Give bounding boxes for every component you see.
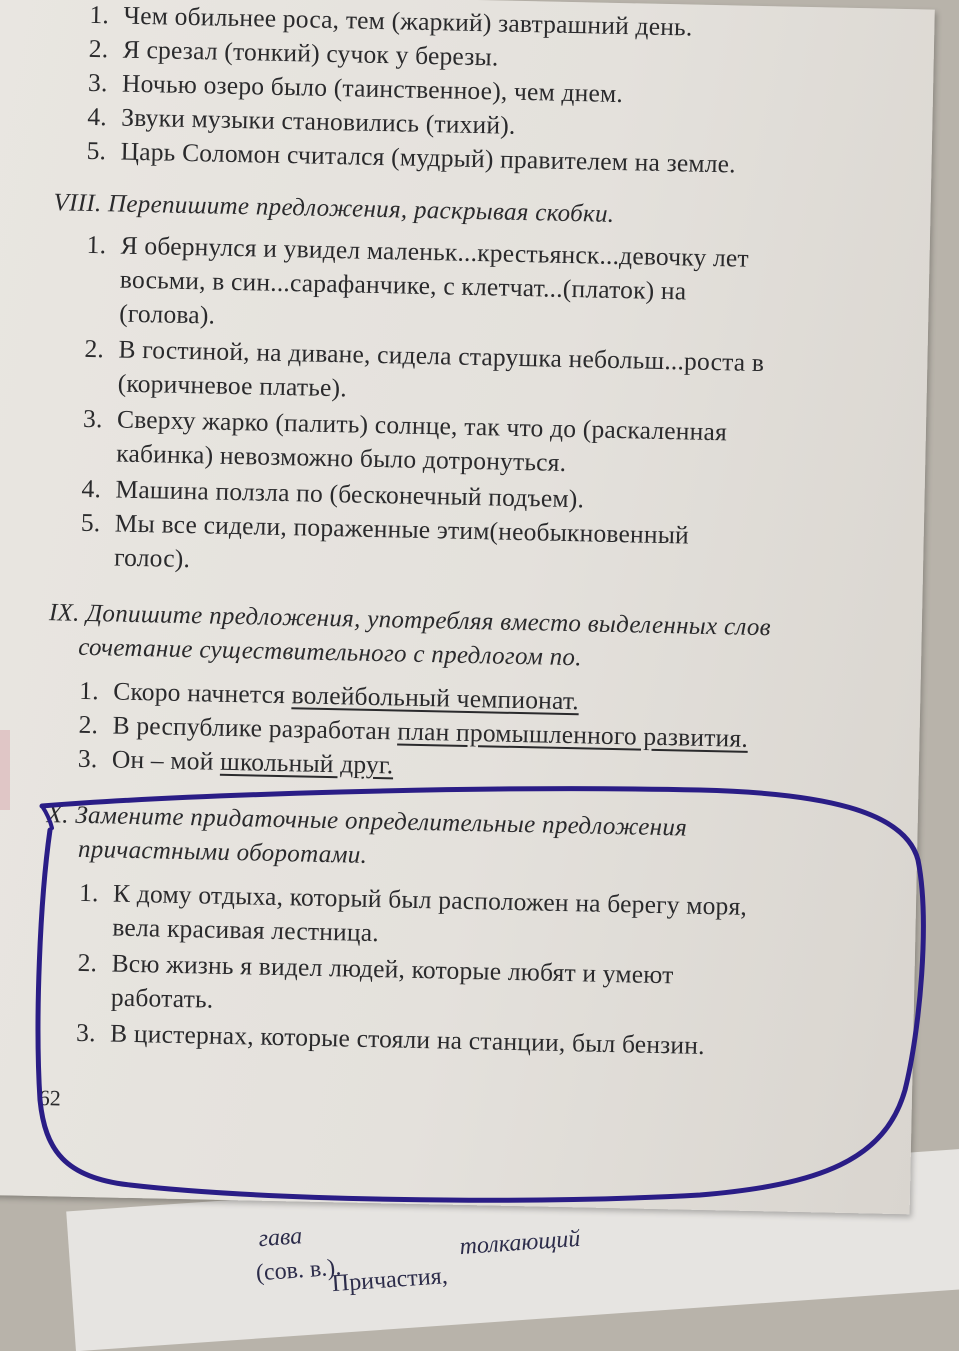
list-item: 3. Он – мой школьный друг. [77,743,394,780]
underlined-phrase: школьный друг. [219,746,394,780]
underlying-text: толкающий [458,1225,582,1261]
list-item: 1. К дому отдыха, который был расположен на берегу моря, [78,877,748,921]
section-heading: VIII. Перепишите предложения, раскрывая скобки. [53,189,615,228]
list-item-continuation: (голова). [118,298,216,330]
section-heading: X. Замените придаточные определительные предложения [46,801,688,842]
page-number: 62 [38,1085,62,1111]
underlined-phrase: волейбольный чемпионат. [291,680,580,716]
list-item: 3. В цистернах, которые стояли на станции, был бензин. [75,1017,706,1060]
list-item: 2. Всю жизнь я видел людей, которые любят и умеют [77,947,674,990]
section-heading: IX. Допишите предложения, употребляя вместо выделенных слов [48,599,772,642]
underlying-text: (сов. в.). [255,1254,343,1287]
underlying-text: Причастия, [331,1263,449,1298]
section-heading: причастными оборотами. [77,835,368,869]
list-item: 4. Машина ползла по (бесконечный подъем). [81,473,585,514]
list-item-continuation: работать. [110,982,214,1014]
list-item: 5. Мы все сидели, пораженные этим(необыкновенный [80,507,690,550]
underlying-text: гава [257,1223,304,1253]
list-item: 1. Чем обильнее роса, тем (жаркий) завтрашний день. [89,0,693,42]
list-item: 4. Звуки музыки становились (тихий). [87,101,516,140]
list-item: 1. Скоро начнется волейбольный чемпионат. [79,675,580,716]
list-item: 3. Сверху жарко (палить) солнце, так что до (раскаленная [82,403,728,447]
list-item: 2. В республике разработан план промышленного развития. [78,709,749,753]
list-item: 3. Ночью озеро было (таинственное), чем днем. [87,67,624,109]
list-item: 1. Я обернулся и увидел маленьк...крестьянск...девочку лет [86,229,750,273]
list-item: 2. Я срезал (тонкий) сучок у березы. [88,33,499,72]
list-item-continuation: (коричневое платье). [117,368,348,403]
list-item-continuation: голос). [113,542,191,574]
list-item-continuation: вела красивая лестница. [112,912,380,948]
list-item: 5. Царь Соломон считался (мудрый) правителем на земле. [86,135,737,179]
section-heading: сочетание существительного с предлогом по. [77,633,583,672]
list-item-continuation: кабинка) невозможно было дотронуться. [116,438,567,477]
underlined-phrase: план промышленного развития. [397,716,749,753]
list-item-continuation: восьми, в син...сарафанчике, с клетчат...(платок) на [119,264,687,306]
list-item: 2. В гостиной, на диване, сидела старушка небольш...роста в [84,333,765,378]
